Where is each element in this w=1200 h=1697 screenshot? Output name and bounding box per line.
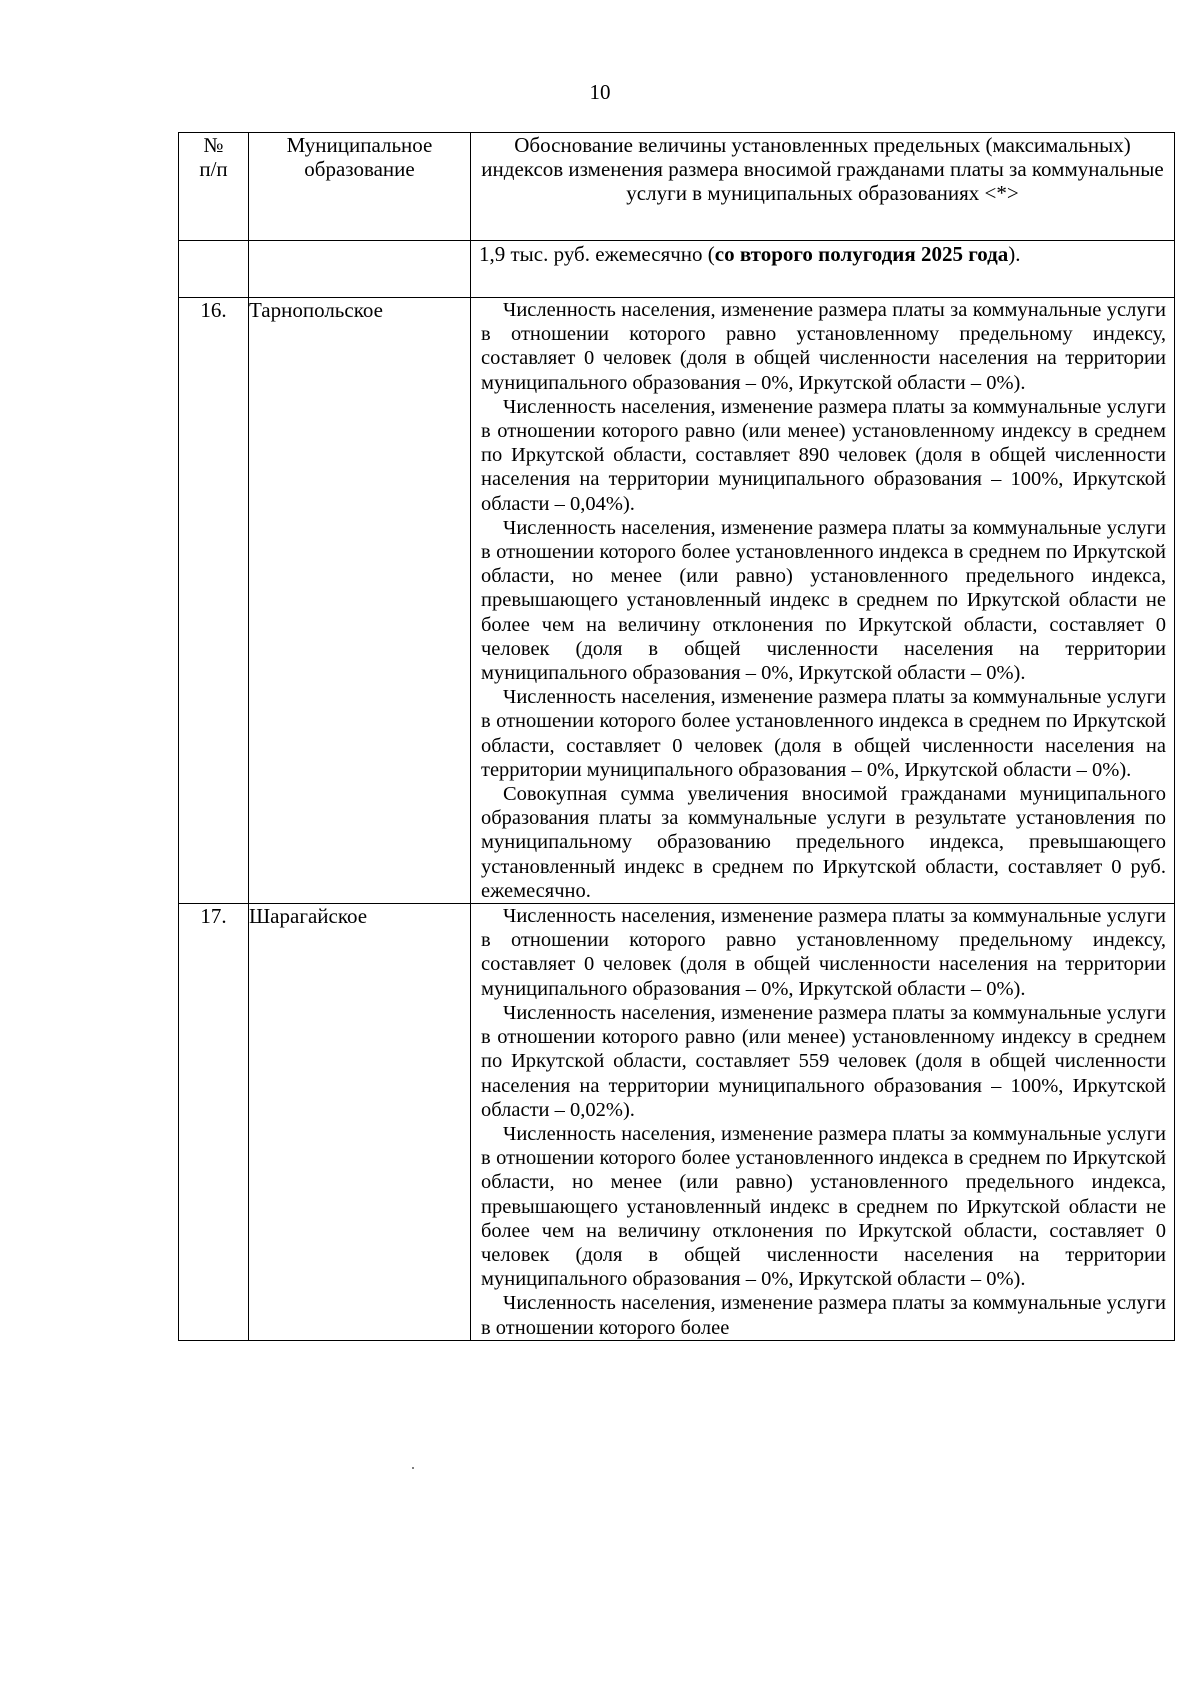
header-number-label: № п/п [199, 133, 228, 181]
municipality-name: Шарагайское [249, 904, 471, 1341]
justification-paragraph: Численность населения, изменение размера платы за коммунальные услуги в отношении которого равно установленному предельному индексу, составляет 0 человек (доля в общей численности населения на территории муниципального образования – 0%, Иркутской области – 0%). [481, 299, 1166, 394]
justification-paragraph: Численность населения, изменение размера платы за коммунальные услуги в отношении которого более установленного индекса в среднем по Иркутской области, но менее (или равно) установленного предельного индекса, превышающего установленный индекс в среднем по Иркутской области не более чем на величину отклонения по Иркутской области, составляет 0 человек (доля в общей численности населения на территории муниципального образования – 0%, Иркутской области – 0%). [481, 1122, 1166, 1291]
justification-text [471, 298, 1174, 903]
continuation-row [179, 241, 1175, 298]
justification-paragraph: Совокупная сумма увеличения вносимой гражданами муниципального образования платы за коммунальные услуги в результате установления по муниципальному образованию предельного индекса, превышающего установленный индекс в среднем по Иркутской области, составляет 0 руб. ежемесячно. [481, 783, 1166, 902]
justification-paragraph: Численность населения, изменение размера платы за коммунальные услуги в отношении которого равно установленному предельному индексу, составляет 0 человек (доля в общей численности населения на территории муниципального образования – 0%, Иркутской области – 0%). [481, 905, 1166, 1000]
justification-cell [471, 904, 1175, 1341]
justification-paragraph: Численность населения, изменение размера платы за коммунальные услуги в отношении которого равно (или менее) установленному индексу в среднем по Иркутской области, составляет 559 человек (доля в общей численности населения на территории муниципального образования – 100%, Иркутской области – 0,02%). [481, 1001, 1166, 1121]
header-justification [471, 133, 1175, 241]
justification-table [178, 132, 1175, 1341]
municipality-name: Тарнопольское [249, 298, 471, 904]
table-header-row [179, 133, 1175, 241]
continuation-num-cell [179, 241, 249, 298]
continuation-text-cell [471, 241, 1175, 298]
table-row [179, 904, 1175, 1341]
continuation-text [471, 241, 1174, 266]
header-number [179, 133, 249, 241]
row-number: 16. [179, 298, 249, 904]
justification-paragraph: Численность населения, изменение размера платы за коммунальные услуги в отношении которого более установленного индекса в среднем по Иркутской области, составляет 0 человек (доля в общей численности населения на территории муниципального образования – 0%, Иркутской области – 0%). [481, 686, 1166, 781]
header-municipality [249, 133, 471, 241]
table-row [179, 298, 1175, 904]
justification-cell [471, 298, 1175, 904]
continuation-name-cell [249, 241, 471, 298]
header-justification-label: Обоснование величины установленных предельных (максимальных) индексов изменения размера вносимой гражданами платы за коммунальные услуги в муниципальных образованиях <*> [481, 133, 1164, 205]
continuation-text-bold: со второго полугодия 2025 года [714, 242, 1009, 266]
justification-paragraph: Численность населения, изменение размера платы за коммунальные услуги в отношении которого более [481, 1292, 1166, 1339]
header-municipality-label: Муниципальное образование [286, 133, 433, 181]
justification-paragraph: Численность населения, изменение размера платы за коммунальные услуги в отношении которого равно (или менее) установленному индексу в среднем по Иркутской области, составляет 890 человек (доля в общей численности населения на территории муниципального образования – 100%, Иркутской области – 0,04%). [481, 395, 1166, 515]
row-number: 17. [179, 904, 249, 1341]
page-number: 10 [589, 80, 611, 104]
justification-paragraph: Численность населения, изменение размера платы за коммунальные услуги в отношении которого более установленного индекса в среднем по Иркутской области, но менее (или равно) установленного предельного индекса, превышающего установленный индекс в среднем по Иркутской области не более чем на величину отклонения по Иркутской области, составляет 0 человек (доля в общей численности населения на территории муниципального образования – 0%, Иркутской области – 0%). [481, 516, 1166, 685]
continuation-text-after: ). [1008, 242, 1021, 266]
scan-speck [412, 1467, 414, 1469]
continuation-text-before: 1,9 тыс. руб. ежемесячно ( [479, 242, 715, 266]
justification-text [471, 904, 1174, 1340]
